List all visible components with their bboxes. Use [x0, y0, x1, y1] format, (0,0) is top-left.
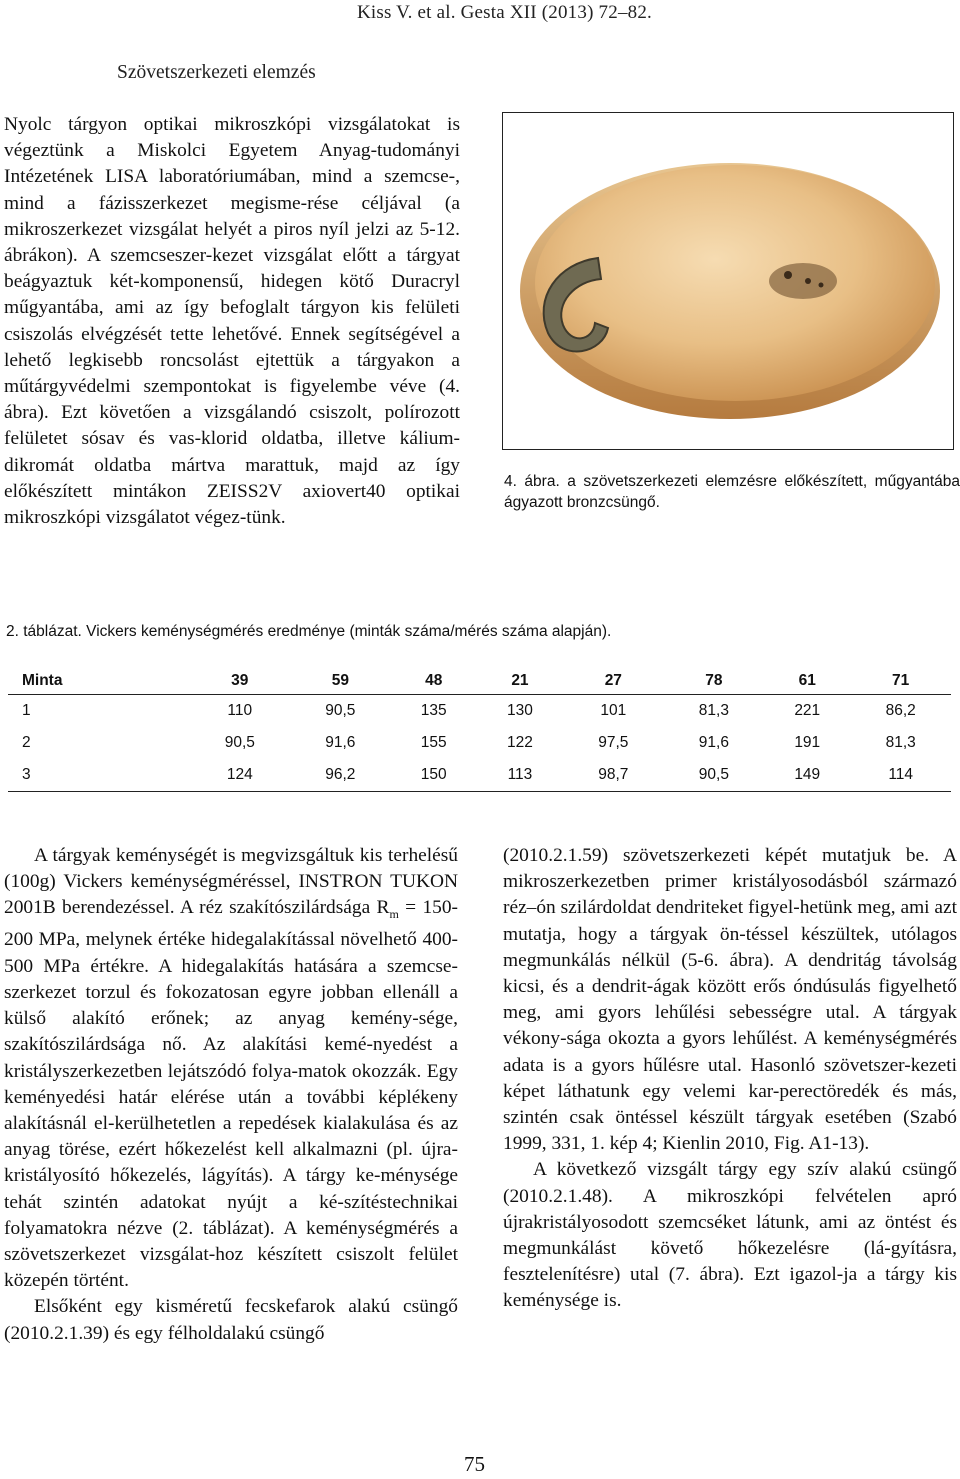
table-cell: 149: [764, 759, 850, 792]
page-number: 75: [464, 1452, 485, 1476]
table-header-row: [8, 670, 951, 695]
table-cell: 90,5: [664, 759, 765, 792]
table-row: [8, 759, 951, 792]
table-cell: 96,2: [290, 759, 391, 792]
col-header: 78: [664, 670, 765, 695]
embedded-pendant-photo: [503, 113, 952, 448]
paragraph-heart-pendant: A következő vizsgált tárgy egy szív alakú csüngő (2010.2.1.48). A mikroszkópi felvételen apró újrakristályosodott szemcséket látunk, ami az öntést és megmunkálást követő hőkezelésre (lá-gyításra, fesztelenítésre) utal (7. ábra). Ezt igazol-ja a tárgy kis keménysége is.: [503, 1159, 957, 1312]
paragraph-text: A tárgyak keménységét is megvizsgáltuk kis terhelésű (100g) Vickers keménységméréssel, INSTRON TUKON 2001B berendezéssel. A réz szakítószilárdsága R: [4, 845, 458, 919]
figure-4-caption: 4. ábra. a szövetszerkezeti elemzésre előkészített, műgyantába ágyazott bronzcsüngő.: [504, 473, 960, 511]
table-cell: 81,3: [885, 734, 916, 751]
table-cell: 101: [600, 702, 627, 719]
table-cell: 124: [190, 759, 291, 792]
col-header: 27: [563, 670, 664, 695]
table-row: [8, 695, 951, 728]
figure-4-frame: [502, 112, 954, 450]
table-cell: 155: [420, 734, 447, 751]
col-header: 59: [290, 670, 391, 695]
table-cell: 81,3: [698, 702, 729, 719]
col-header: Minta: [8, 670, 190, 695]
intro-paragraph: [4, 112, 460, 531]
left-column-text: [4, 843, 458, 1347]
col-header: 71: [850, 670, 951, 695]
table-2-caption: 2. táblázat. Vickers keménységmérés eredménye (minták száma/mérés száma alapján).: [6, 623, 612, 640]
paragraph-microstructure: (2010.2.1.59) szövetszerkezeti képét mutatjuk be. A mikroszerkezetben primer kristályosodásból származó réz–ón szilárdoldat dendriteket figyel-hetünk meg, ami azt mutatja, hogy a tárgyak ön-téssel készültek, utólagos megmunkálás nélkül (5-6. ábra). A dendritág távolság kicsi, és a dendrit-ágak között erős óndúsulás figyelhető meg, ami gyors lehűlési sebességre utal. A tárgyak vékony-sága okozta a gyors lehűlést. A keménységmérés adata is a gyors hűlésre utal. Hasonló szövetszer-kezeti képet láthatunk egy velemi kar-perectöredék és más, szintén csak öntéssel készült tárgyak esetében (Szabó 1999, 331, 1. kép 4; Kienlin 2010, Fig. A1-13).: [503, 845, 957, 1155]
table-row: [8, 727, 951, 759]
col-header: 61: [764, 670, 850, 695]
paragraph-text: = 150-200 MPa, melynek értéke hidegalakítással növelhető 400-500 MPa értékre. A hidegalakítás hatására a szemcse-szerkezet torzul és fokozatosan egyre jobban ellenáll a külső alakító erőnek; az anyag kemény-sége, szakítószilárdsága nő. Az alakítási kemé-nyedést a kristályszerkezetben lejátszódó folya-matok okozzák. Egy keményedési határ elérése után a további képlékeny alakításnál el-kerülhetetlen a repedések kialakulása és az anyag törése, ezért hőkezelést kell alkalmazni (pl. újra-kristályosító hőkezelés, lágyítás). A tárgy ke-ménysége tehát szintén adatokat nyújt a ké-szítéstechnikai folyamatokra nézve (2. táblázat). A keménységmérés a szövetszerkezet vizsgálat-hoz készített csiszolt felület közepén történt.: [4, 897, 458, 1292]
paragraph-hardness: [4, 843, 458, 1294]
col-header: 39: [190, 670, 291, 695]
section-title: Szövetszerkezeti elemzés: [117, 62, 316, 83]
intro-text: Nyolc tárgyon optikai mikroszkópi vizsgálatokat is végeztünk a Miskolci Egyetem Anyag-tudományi Intézetének LISA laboratóriumában, mind a szemcse-, mind a fázisszerkezet megisme-rése céljával (a mikroszerkezet vizsgálat helyét a piros nyíl jelzi az 5-12. ábrákon). A szemcseszer-kezet vizsgálat előtt a tárgyat beágyaztuk két-komponensű, hidegen kötő Duracryl műgyantába, ami az így befoglalt tárgyon kis felületi csiszolás elvégzését tette lehetővé. Ennek segítségével a lehető legkisebb roncsolást ejtettük a tárgyakon a műtárgyvédelmi szempontokat is figyelembe véve (4. ábra). Ezt követően a vizsgálandó csiszolt, polírozott felületet sósav és vas-klorid oldatba, illetve kálium-dikromát oldatba mártva marattuk, majd az így előkészített mintákon ZEISS2V axiovert40 optikai mikroszkópi vizsgálatot végez-tünk.: [4, 114, 460, 529]
table-cell: 91,6: [325, 734, 356, 751]
table-cell: 191: [794, 734, 821, 751]
table-cell: 113: [477, 759, 563, 792]
table-cell: 97,5: [598, 734, 629, 751]
table-cell: 150: [391, 759, 477, 792]
table-cell: 90,5: [224, 734, 255, 751]
table-cell: 2: [22, 734, 31, 751]
table-cell: 221: [794, 702, 821, 719]
table-cell: 110: [227, 702, 253, 719]
col-header: 48: [391, 670, 477, 695]
subscript-m: m: [389, 907, 399, 922]
right-column-text: [503, 843, 957, 1315]
vickers-hardness-table: [8, 670, 951, 792]
table-cell: 98,7: [563, 759, 664, 792]
table-cell: 90,5: [325, 702, 356, 719]
table-cell: 1: [22, 702, 31, 719]
table-cell: 114: [850, 759, 951, 792]
polished-section: [769, 263, 837, 299]
paragraph-first-pendant: Elsőként egy kisméretű fecskefarok alakú csüngő (2010.2.1.39) és egy félholdalakú csüngő: [4, 1296, 458, 1344]
running-header: Kiss V. et al. Gesta XII (2013) 72–82.: [356, 2, 652, 23]
table-cell: 3: [8, 759, 190, 792]
table-cell: 91,6: [698, 734, 729, 751]
col-header: 21: [477, 670, 563, 695]
table-cell: 86,2: [885, 702, 916, 719]
resin-disc-face: [535, 165, 935, 401]
table-cell: 135: [420, 702, 447, 719]
table-cell: 122: [507, 734, 533, 751]
table-cell: 130: [507, 702, 533, 719]
